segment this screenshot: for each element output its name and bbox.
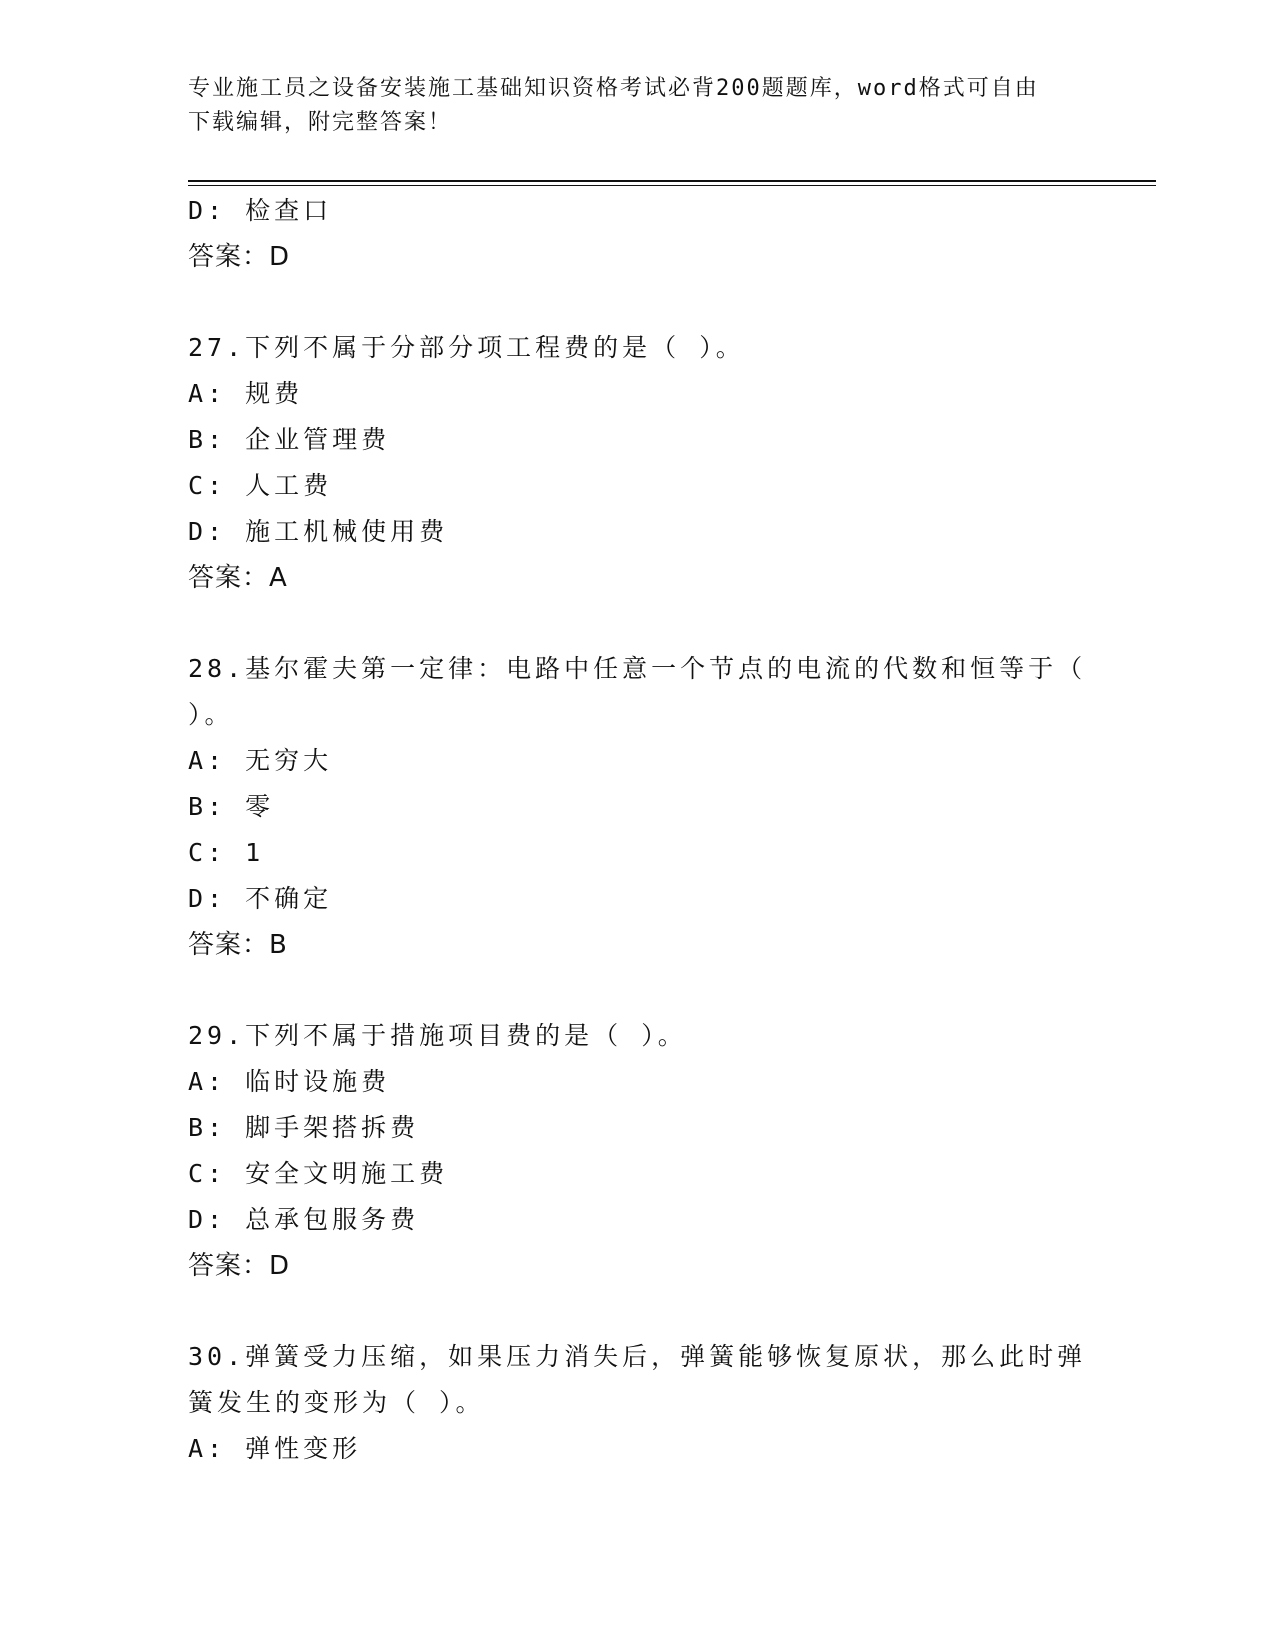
option-d: D: 施工机械使用费 xyxy=(188,517,449,546)
option-a: A: 弹性变形 xyxy=(188,1434,362,1463)
question-stem-line-2: 簧发生的变形为（ ）。 xyxy=(188,1388,485,1417)
answer: 答案：A xyxy=(188,563,288,593)
question-stem: 29.下列不属于措施项目费的是（ ）。 xyxy=(188,1021,687,1050)
header-divider-thick xyxy=(188,180,1156,182)
header-line-2: 下载编辑，附完整答案！ xyxy=(188,110,453,135)
option-b: B: 企业管理费 xyxy=(188,425,391,454)
option-b: B: 脚手架搭拆费 xyxy=(188,1113,420,1142)
question-stem-line-2: ）。 xyxy=(188,700,234,729)
option-b: B: 零 xyxy=(188,792,275,821)
question-28 xyxy=(188,646,1088,968)
option-d: D: 总承包服务费 xyxy=(188,1205,420,1234)
option-d: D: 不确定 xyxy=(188,884,333,913)
option-d: D: 检查口 xyxy=(188,196,333,225)
option-c: C: 安全文明施工费 xyxy=(188,1159,449,1188)
header-divider-thin xyxy=(188,185,1156,186)
answer: 答案：D xyxy=(188,242,291,272)
spacer xyxy=(188,280,1088,325)
question-stem-line-1: 30.弹簧受力压缩，如果压力消失后，弹簧能够恢复原状，那么此时弹 xyxy=(188,1342,1087,1371)
question-list xyxy=(188,188,1088,1472)
answer: 答案：B xyxy=(188,930,288,960)
option-a: A: 无穷大 xyxy=(188,746,333,775)
option-a: A: 规费 xyxy=(188,379,304,408)
header-line-1: 专业施工员之设备安装施工基础知识资格考试必背200题题库，word格式可自由 xyxy=(188,76,1039,101)
spacer xyxy=(188,1289,1088,1334)
option-c: C: 人工费 xyxy=(188,471,333,500)
spacer xyxy=(188,601,1088,646)
question-26 xyxy=(188,188,1088,280)
question-stem: 27.下列不属于分部分项工程费的是（ ）。 xyxy=(188,333,745,362)
question-30 xyxy=(188,1334,1088,1472)
question-29 xyxy=(188,1013,1088,1289)
question-stem-line-1: 28.基尔霍夫第一定律：电路中任意一个节点的电流的代数和恒等于（ xyxy=(188,654,1087,683)
document-header xyxy=(188,72,1088,140)
answer: 答案：D xyxy=(188,1251,291,1281)
spacer xyxy=(188,968,1088,1013)
option-a: A: 临时设施费 xyxy=(188,1067,391,1096)
option-c: C: 1 xyxy=(188,838,265,867)
question-27 xyxy=(188,325,1088,601)
